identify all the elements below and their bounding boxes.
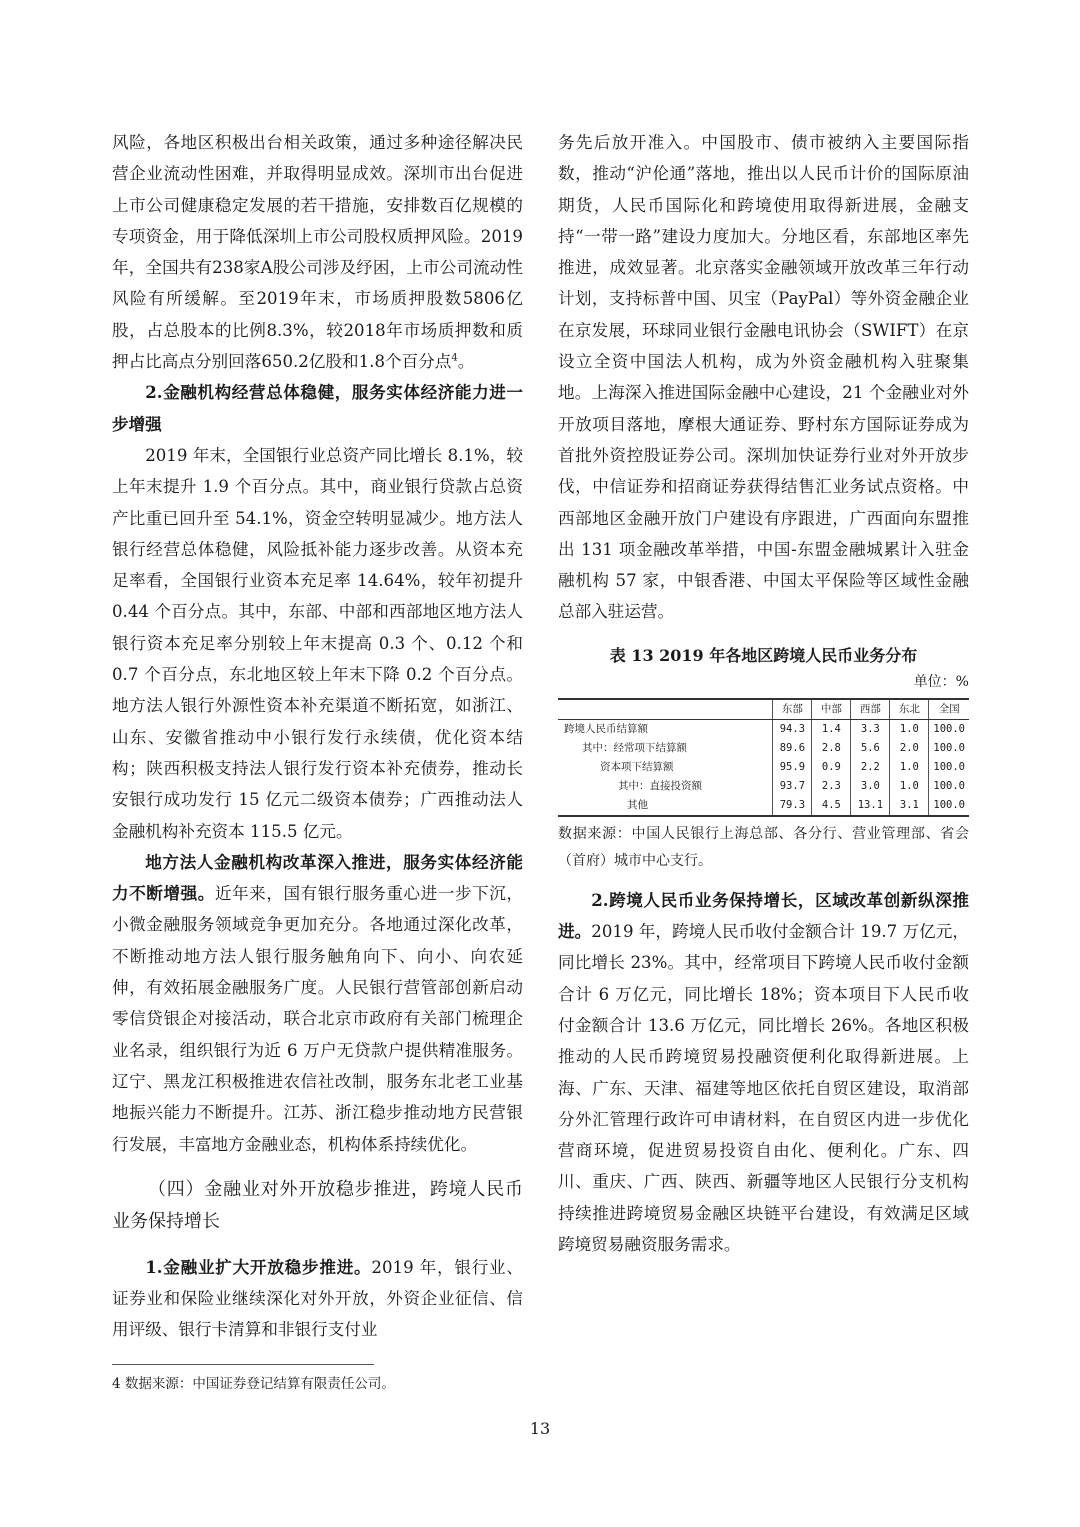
table-cell: 3.1	[890, 796, 929, 816]
table-cell: 100.0	[929, 739, 969, 758]
table-cell: 95.9	[773, 758, 812, 777]
rmb-distribution-table	[558, 698, 969, 817]
header-cell: 东北	[890, 699, 929, 720]
table-cell: 1.0	[890, 758, 929, 777]
table-source: 数据来源：中国人民银行上海总部、各分行、营业管理部、省会（首府）城市中心支行。	[558, 825, 969, 869]
header-cell: 全国	[929, 699, 969, 720]
paragraph: 地方法人金融机构改革深入推进，服务实体经济能力不断增强。近年来，国有银行服务重心进一步下沉，小微金融服务领域竞争更加充分。各地通过深化改革，不断推动地方法人银行服务触角向下、向小、向农延伸，有效拓展金融服务广度。人民银行营管部创新启动零信贷银企对接活动，联合北京市政府有关部门梳理企业名录，组织银行为近 6 万户无贷款户提供精准服务。辽宁、黑龙江积极推进农信社改制，服务东北老工业基地振兴能力不断提升。江苏、浙江稳步推动地方民营银行发展，丰富地方金融业态，机构体系持续优化。	[112, 851, 524, 1154]
paragraph: 1.金融业扩大开放稳步推进。2019 年，银行业、证券业和保险业继续深化对外开放，外资企业征信、信用评级、银行卡清算和非银行支付业	[112, 1256, 523, 1340]
table-cell: 2.0	[890, 739, 929, 758]
right-column	[558, 127, 969, 1260]
paragraph: 务先后放开准入。中国股市、债市被纳入主要国际指数，推动“沪伦通”落地，推出以人民币计价的国际原油期货，人民币国际化和跨境使用取得新进展，金融支持“一带一路”建设力度加大。分地区看，东部地区率先推进，成效显著。北京落实金融领域开放改革三年行动计划，支持标普中国、贝宝（PayPal）等外资金融企业在京发展，环球同业银行金融电讯协会（SWIFT）在京设立全资中国法人机构，成为外资金融机构入驻聚集地。上海深入推进国际金融中心建设，21 个金融业对外开放项目落地，摩根大通证券、野村东方国际证券成为首批外资控股证券公司。深圳加快证券行业对外开放步伐，中信证券和招商证券获得结售汇业务试点资格。中西部地区金融开放门户建设有序跟进，广西面向东盟推出 131 项金融改革举措，中国-东盟金融城累计入驻金融机构 57 家，中银香港、中国太平保险等区域性金融总部入驻运营。	[558, 133, 969, 622]
table-row	[558, 739, 969, 758]
page-number: 13	[529, 1419, 551, 1438]
table-cell: 100.0	[929, 758, 969, 777]
table-cell: 1.0	[890, 777, 929, 796]
row-label: 其中：直接投资额	[618, 779, 702, 792]
header-cell: 中部	[812, 699, 851, 720]
table-row	[558, 777, 969, 796]
table-cell: 1.0	[890, 719, 929, 739]
table-cell: 5.6	[851, 739, 890, 758]
row-label: 资本项下结算额	[600, 760, 674, 773]
table-cell: 100.0	[929, 796, 969, 816]
paragraph: 2019 年末，全国银行业总资产同比增长 8.1%，较上年末提升 1.9 个百分点。其中，商业银行贷款占总资产比重已回升至 54.1%，资金空转明显减少。地方法人银行经营总体稳健，风险抵补能力逐步改善。从资本充足率看，全国银行业资本充足率 14.64%，较年初提升 0.44 个百分点。其中，东部、中部和西部地区地方法人银行资本充足率分别较上年末提高 0.3 个、0.12 个和 0.7 个百分点，东北地区较上年末下降 0.2 个百分点。地方法人银行外源性资本补充渠道不断拓宽，如浙江、山东、安徽省推动中小银行发行永续债，优化资本结构；陕西积极支持法人银行发行资本补充债券，推动长安银行成功发行 15 亿元二级资本债券；广西推动法人金融机构补充资本 115.5 亿元。	[112, 445, 523, 841]
table-cell: 3.3	[851, 719, 890, 739]
table-cell: 79.3	[773, 796, 812, 816]
header-cell	[558, 699, 773, 720]
table-cell: 100.0	[929, 719, 969, 739]
footnote-divider	[112, 1364, 374, 1365]
table-cell: 1.4	[812, 719, 851, 739]
table-cell: 2.2	[851, 758, 890, 777]
table-cell: 2.8	[812, 739, 851, 758]
table-cell: 4.5	[812, 796, 851, 816]
row-label: 其他	[558, 796, 773, 816]
table-cell: 94.3	[773, 719, 812, 739]
subheading: 2.金融机构经营总体稳健，服务实体经济能力进一步增强	[112, 382, 523, 434]
table-cell: 0.9	[812, 758, 851, 777]
table-cell: 100.0	[929, 777, 969, 796]
footnote: 4 数据来源：中国证券登记结算有限责任公司。	[112, 1376, 395, 1392]
row-label: 其中：经常项下结算额	[582, 741, 687, 754]
table-cell: 13.1	[851, 796, 890, 816]
section-heading: （四）金融业对外开放稳步推进，跨境人民币业务保持增长	[112, 1178, 523, 1232]
table-row	[558, 719, 969, 739]
table-row	[558, 758, 969, 777]
table-cell: 3.0	[851, 777, 890, 796]
left-column	[112, 127, 523, 1346]
table-cell: 93.7	[773, 777, 812, 796]
table-header-row	[558, 699, 969, 720]
footnote-ref[interactable]: 4	[451, 352, 458, 364]
table-cell: 2.3	[812, 777, 851, 796]
table-unit: 单位：%	[913, 673, 969, 690]
header-cell: 东部	[773, 699, 812, 720]
table-title: 表 13 2019 年各地区跨境人民币业务分布	[609, 645, 918, 665]
paragraph: 2.跨境人民币业务保持增长，区域改革创新纵深推进。2019 年，跨境人民币收付金额合计 19.7 万亿元，同比增长 23%。其中，经常项目下跨境人民币收付金额合计 6 万亿元，同比增长 18%；资本项目下人民币收付金额合计 13.6 万亿元，同比增长 26%。各地区积极推动的人民币跨境贸易投融资便利化取得新进展。上海、广东、天津、福建等地区依托自贸区建设，取消部分外汇管理行政许可申请材料，在自贸区内进一步优化营商环境，促进贸易投资自由化、便利化。广东、四川、重庆、广西、陕西、新疆等地区人民银行分支机构持续推进跨境贸易金融区块链平台建设，有效满足区域跨境贸易融资服务需求。	[558, 889, 970, 1255]
row-label: 跨境人民币结算额	[564, 722, 648, 735]
table-row	[558, 796, 969, 816]
table-cell: 89.6	[773, 739, 812, 758]
header-cell: 西部	[851, 699, 890, 720]
paragraph: 风险，各地区积极出台相关政策，通过多种途径解决民营企业流动性困难，并取得明显成效。深圳市出台促进上市公司健康稳定发展的若干措施，安排数百亿规模的专项资金，用于降低深圳上市公司股权质押风险。2019年，全国共有238家A股公司涉及纾困，上市公司流动性风险有所缓解。至2019年末，市场质押股数5806亿股，占总股本的比例8.3%，较2018年市场质押数和质押占比高点分别回落650.2亿股和1.8个百分点$^4$。	[112, 133, 523, 372]
